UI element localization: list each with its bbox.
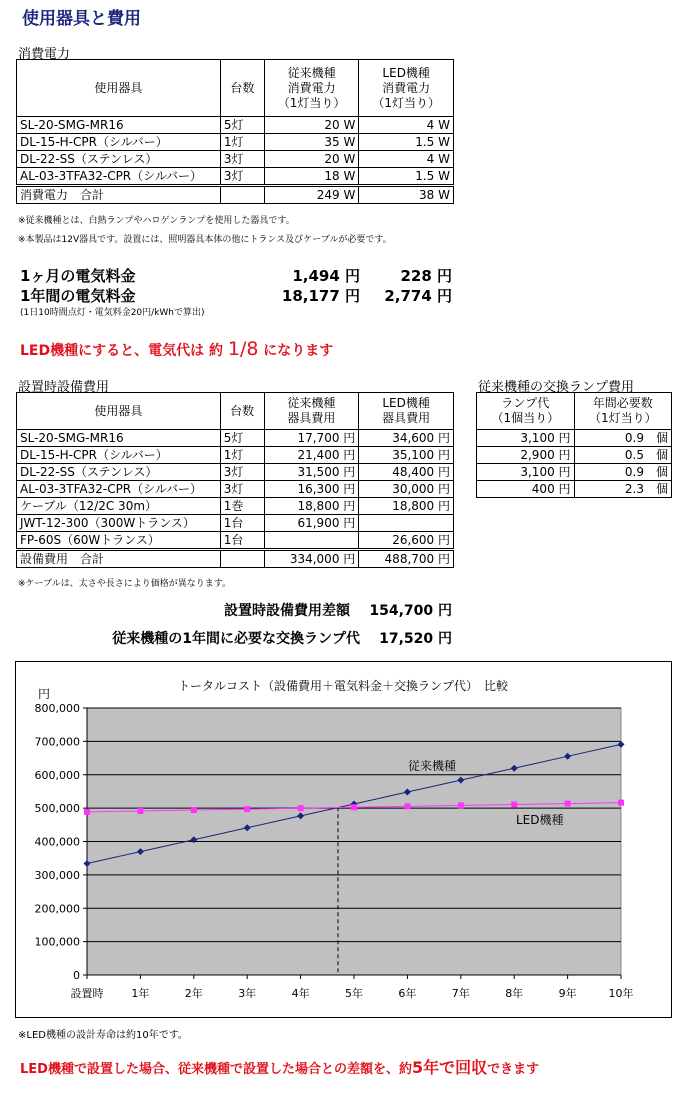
power-note-2: ※本製品は12V器具です。設置には、照明器具本体の他にトランス及びケーブルが必要です。 [18, 235, 392, 245]
led-cost: 18,800 円 [359, 498, 454, 515]
lamp-cost-label: 従来機種の1年間に必要な交換ランプ代 [112, 631, 360, 647]
headline-2 [20, 1055, 539, 1078]
x-tick-label: 8年 [505, 987, 524, 1000]
x-tick-label: 6年 [398, 987, 417, 1000]
x-tick-label: 7年 [451, 987, 470, 1000]
fixture-count: 1灯 [220, 134, 264, 151]
fixture-count: 3灯 [220, 151, 264, 168]
fixture-count: 1灯 [220, 447, 264, 464]
table-row [17, 498, 454, 515]
install-caption: 設置時設備費用 [18, 380, 110, 395]
old-cost: 31,500 円 [264, 464, 359, 481]
y-tick-label: 100,000 [34, 935, 80, 949]
total-row [17, 186, 454, 204]
led-cost: 34,600 円 [359, 430, 454, 447]
chart-note: ※LED機種の設計寿命は約10年です。 [18, 1030, 188, 1041]
table-row [17, 134, 454, 151]
page-title: 使用器具と費用 [22, 9, 141, 29]
power-table [16, 59, 454, 204]
data-point [191, 807, 197, 813]
diff-value: 154,700 円 [369, 603, 452, 619]
table-row [477, 464, 672, 481]
led-cost [359, 515, 454, 532]
install-header: 従来機種 器具費用 [264, 393, 359, 430]
power-header: 使用器具 [17, 60, 221, 117]
fixture-count: 5灯 [220, 117, 264, 134]
fixture-name: FP-60S（60Wトランス） [17, 532, 221, 550]
table-row [17, 532, 454, 550]
fixture-name: DL-22-SS（ステンレス） [17, 464, 221, 481]
month-cost-old: 1,494 円 [292, 267, 360, 285]
series-label-led: LED機種 [516, 813, 564, 827]
old-watt: 35 W [264, 134, 359, 151]
y-tick-label: 800,000 [34, 702, 80, 715]
fixture-name: SL-20-SMG-MR16 [17, 117, 221, 134]
install-header: 台数 [220, 393, 264, 430]
headline-2-emphasis: 5年で回収 [411, 1058, 488, 1077]
fixture-name: DL-22-SS（ステンレス） [17, 151, 221, 168]
install-header: 使用器具 [17, 393, 221, 430]
data-point [458, 802, 464, 808]
y-tick-label: 500,000 [34, 802, 80, 816]
old-watt: 20 W [264, 151, 359, 168]
table-row [17, 430, 454, 447]
fixture-name: DL-15-H-CPR（シルバー） [17, 134, 221, 151]
headline-1 [20, 338, 333, 360]
total-led: 38 W [359, 186, 454, 204]
diff-label: 設置時設備費用差額 [224, 603, 350, 619]
total-old: 334,000 円 [264, 550, 359, 568]
x-tick-label: 1年 [131, 987, 150, 1000]
x-tick-label: 設置時 [70, 987, 104, 1000]
table-row [17, 168, 454, 186]
headline-2-suffix: できます [487, 1062, 540, 1077]
led-watt: 4 W [359, 117, 454, 134]
fixture-name: DL-15-H-CPR（シルバー） [17, 447, 221, 464]
power-header: LED機種 消費電力 （1灯当り） [359, 60, 454, 117]
install-note: ※ケーブルは、太さや長さにより価格が異なります。 [18, 579, 232, 589]
data-point [618, 800, 624, 806]
y-tick-label: 400,000 [34, 835, 80, 849]
old-cost [264, 532, 359, 550]
table-row [17, 151, 454, 168]
electric-note: (1日10時間点灯・電気料金20円/kWhで算出) [20, 308, 205, 318]
x-tick-label: 2年 [184, 987, 203, 1000]
led-cost: 30,000 円 [359, 481, 454, 498]
led-cost: 35,100 円 [359, 447, 454, 464]
power-caption: 消費電力 [18, 47, 71, 62]
fixture-name: JWT-12-300（300Wトランス） [17, 515, 221, 532]
led-cost: 48,400 円 [359, 464, 454, 481]
fixture-name: SL-20-SMG-MR16 [17, 430, 221, 447]
lamp-price: 400 円 [477, 481, 575, 498]
total-count [220, 550, 264, 568]
old-cost: 17,700 円 [264, 430, 359, 447]
table-row [477, 481, 672, 498]
lamp-qty: 0.9 個 [574, 464, 671, 481]
total-row [17, 550, 454, 568]
month-cost-led: 228 円 [400, 267, 452, 285]
old-watt: 18 W [264, 168, 359, 186]
fixture-name: ケーブル（12/2C 30m） [17, 498, 221, 515]
table-row [17, 464, 454, 481]
install-header: LED機種 器具費用 [359, 393, 454, 430]
data-point [565, 801, 571, 807]
series-label-old: 従来機種 [408, 759, 457, 773]
y-tick-label: 700,000 [34, 735, 80, 749]
old-cost: 61,900 円 [264, 515, 359, 532]
x-tick-label: 9年 [558, 987, 577, 1000]
x-tick-label: 4年 [291, 987, 310, 1000]
year-cost-old: 18,177 円 [281, 287, 360, 305]
y-tick-label: 600,000 [34, 768, 80, 782]
led-cost: 26,600 円 [359, 532, 454, 550]
y-axis-label: 円 [38, 687, 51, 701]
old-cost: 16,300 円 [264, 481, 359, 498]
fixture-count: 3灯 [220, 481, 264, 498]
table-row [477, 447, 672, 464]
fixture-count: 1台 [220, 532, 264, 550]
year-cost-label: 1年間の電気料金 [20, 287, 136, 305]
lamp-header: ランプ代 （1個当り） [477, 393, 575, 430]
total-label: 設備費用 合計 [17, 550, 221, 568]
lamp-table [476, 392, 672, 498]
chart-svg [16, 662, 671, 1017]
y-tick-label: 300,000 [34, 868, 80, 882]
lamp-header: 年間必要数 （1灯当り） [574, 393, 671, 430]
fixture-name: AL-03-3TFA32-CPR（シルバー） [17, 168, 221, 186]
lamp-price: 3,100 円 [477, 430, 575, 447]
x-tick-label: 3年 [238, 987, 257, 1000]
lamp-qty: 2.3 個 [574, 481, 671, 498]
table-row [17, 117, 454, 134]
year-cost-led: 2,774 円 [384, 287, 452, 305]
total-label: 消費電力 合計 [17, 186, 221, 204]
power-header: 従来機種 消費電力 （1灯当り） [264, 60, 359, 117]
total-cost-chart [15, 661, 672, 1018]
data-point [137, 808, 143, 814]
headline-1-fraction: 1/8 [227, 338, 259, 360]
lamp-qty: 0.5 個 [574, 447, 671, 464]
data-point [404, 803, 410, 809]
y-tick-label: 200,000 [34, 902, 80, 916]
total-led: 488,700 円 [359, 550, 454, 568]
install-table [16, 392, 454, 568]
old-cost: 21,400 円 [264, 447, 359, 464]
data-point [511, 801, 517, 807]
data-point [84, 809, 90, 815]
led-watt: 4 W [359, 151, 454, 168]
headline-1-text: LED機種にすると、電気代は 約 [20, 343, 228, 359]
x-tick-label: 5年 [345, 987, 363, 1000]
total-old: 249 W [264, 186, 359, 204]
lamp-cost-value: 17,520 円 [379, 631, 452, 647]
fixture-count: 5灯 [220, 430, 264, 447]
lamp-qty: 0.9 個 [574, 430, 671, 447]
fixture-count: 3灯 [220, 168, 264, 186]
fixture-name: AL-03-3TFA32-CPR（シルバー） [17, 481, 221, 498]
fixture-count: 1巻 [220, 498, 264, 515]
power-note-1: ※従来機種とは、白熱ランプやハロゲンランプを使用した器具です。 [18, 216, 295, 226]
month-cost-label: 1ヶ月の電気料金 [20, 267, 136, 285]
led-watt: 1.5 W [359, 134, 454, 151]
table-row [17, 481, 454, 498]
data-point [351, 804, 357, 810]
y-tick-label: 0 [73, 969, 80, 982]
headline-1-suffix: になります [258, 343, 334, 359]
lamp-price: 3,100 円 [477, 464, 575, 481]
x-tick-label: 10年 [608, 987, 634, 1000]
headline-2-text: LED機種で設置した場合、従来機種で設置した場合との差額を、約 [20, 1062, 412, 1077]
power-header: 台数 [220, 60, 264, 117]
fixture-count: 1台 [220, 515, 264, 532]
old-cost: 18,800 円 [264, 498, 359, 515]
chart-title: トータルコスト（設備費用＋電気料金＋交換ランプ代） 比較 [177, 679, 509, 693]
data-point [298, 805, 304, 811]
old-watt: 20 W [264, 117, 359, 134]
table-row [17, 515, 454, 532]
data-point [244, 806, 250, 812]
lamp-caption: 従来機種の交換ランプ費用 [478, 380, 635, 395]
table-row [477, 430, 672, 447]
fixture-count: 3灯 [220, 464, 264, 481]
led-watt: 1.5 W [359, 168, 454, 186]
lamp-price: 2,900 円 [477, 447, 575, 464]
total-count [220, 186, 264, 204]
table-row [17, 447, 454, 464]
